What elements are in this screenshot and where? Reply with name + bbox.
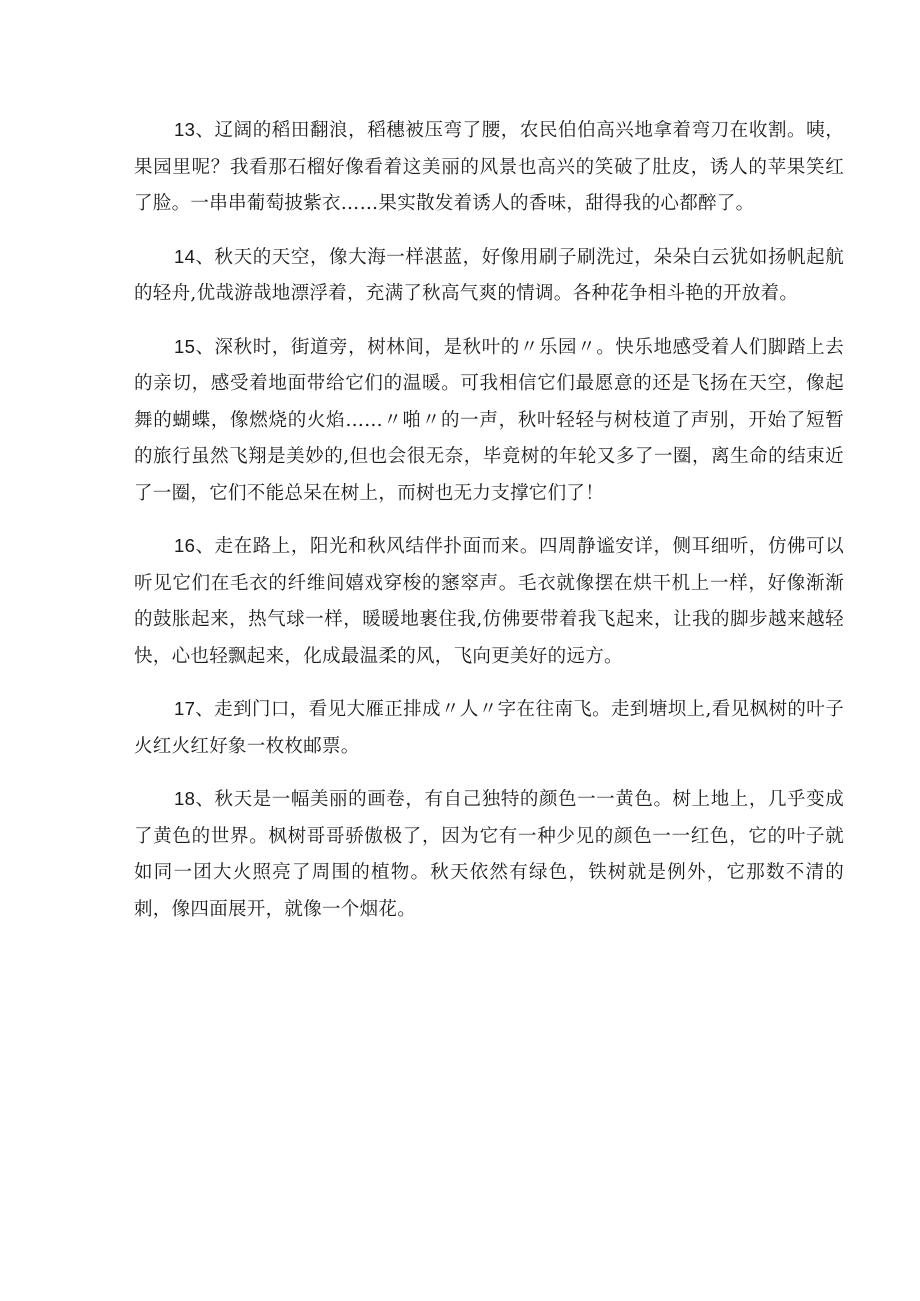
paragraph-number: 16 bbox=[174, 535, 196, 556]
paragraph-text: 、秋天的天空，像大海一样湛蓝，好像用刷子刷洗过，朵朵白云犹如扬帆起航的轻舟,优哉游哉地漂浮着，充满了秋高气爽的情调。各种花争相斗艳的开放着。 bbox=[134, 246, 844, 304]
paragraph-18 bbox=[134, 781, 844, 928]
paragraph-text: 、秋天是一幅美丽的画卷，有自己独特的颜色一一黄色。树上地上，几乎变成了黄色的世界。枫树哥哥骄傲极了，因为它有一种少见的颜色一一红色，它的叶子就如同一团大火照亮了周围的植物。秋天依然有绿色，铁树就是例外，它那数不清的刺，像四面展开，就像一个烟花。 bbox=[134, 789, 844, 920]
paragraph-16 bbox=[134, 528, 844, 675]
paragraph-number: 18 bbox=[174, 788, 196, 809]
paragraph-number: 13 bbox=[174, 119, 196, 140]
paragraph-number: 14 bbox=[174, 245, 196, 267]
paragraph-15 bbox=[134, 329, 844, 513]
paragraph-13 bbox=[134, 112, 844, 223]
paragraph-text: 、走到门口，看见大雁正排成〃人〃字在往南飞。走到塘坝上,看见枫树的叶子火红火红好象一枚枚邮票。 bbox=[134, 699, 844, 757]
paragraph-text: 、走在路上，阳光和秋风结伴扑面而来。四周静谧安详，侧耳细听，仿佛可以听见它们在毛衣的纤维间嬉戏穿梭的窸窣声。毛衣就像摆在烘干机上一样，好像渐渐的鼓胀起来，热气球一样，暖暖地裹住我,仿佛要带着我飞起来，让我的脚步越来越轻快，心也轻飘起来，化成最温柔的风，飞向更美好的远方。 bbox=[134, 536, 844, 667]
paragraph-text: 、辽阔的稻田翻浪，稻穗被压弯了腰，农民伯伯高兴地拿着弯刀在收割。咦，果园里呢？我看那石榴好像看着这美丽的风景也高兴的笑破了肚皮，诱人的苹果笑红了脸。一串串葡萄披紫衣……果实散发着诱人的香味，甜得我的心都醉了。 bbox=[134, 120, 844, 214]
paragraph-17 bbox=[134, 691, 844, 765]
paragraph-14 bbox=[134, 239, 844, 313]
paragraph-text: 、深秋时，街道旁，树林间，是秋叶的〃乐园〃。快乐地感受着人们脚踏上去的亲切，感受着地面带给它们的温暖。可我相信它们最愿意的还是飞扬在天空，像起舞的蝴蝶，像燃烧的火焰……〃啪〃的一声，秋叶轻轻与树枝道了声别，开始了短暂的旅行虽然飞翔是美妙的,但也会很无奈，毕竟树的年轮又多了一圈，离生命的结束近了一圈，它们不能总呆在树上，而树也无力支撑它们了！ bbox=[134, 336, 844, 504]
paragraph-number: 17 bbox=[174, 698, 196, 719]
paragraph-number: 15 bbox=[174, 335, 196, 357]
